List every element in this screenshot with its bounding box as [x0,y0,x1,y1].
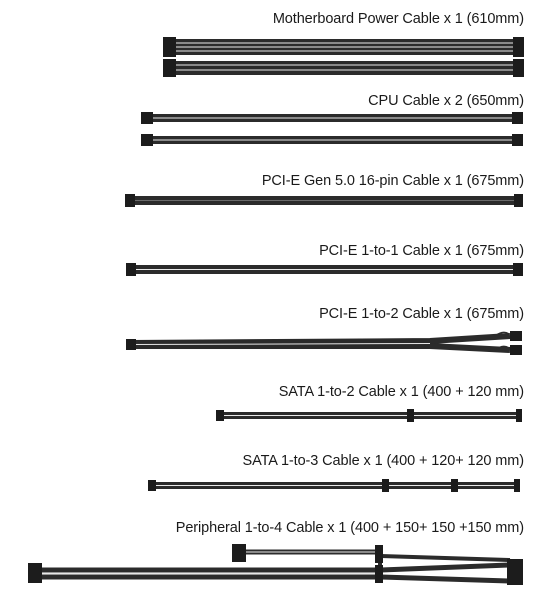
connector-icon [126,339,136,350]
sata-1to3-cable-label: SATA 1-to-3 Cable x 1 (400 + 120+ 120 mm) [242,453,524,469]
sata-1to2-cable [216,409,522,422]
connector-icon [163,59,176,77]
connector-icon [451,479,458,492]
molex-connector-icon [232,544,246,562]
connector-icon [125,194,135,207]
connector-icon [141,134,153,146]
pcie-gen5-cable [125,194,523,207]
peripheral-1to4-cable [28,544,523,585]
pcie-1to2-cable [126,331,522,355]
pcie-gen5-cable-label: PCI-E Gen 5.0 16-pin Cable x 1 (675mm) [261,173,524,189]
connector-icon [216,410,224,421]
pcie-1to2-cable-label: PCI-E 1-to-2 Cable x 1 (675mm) [319,306,524,322]
molex-connector-icon [375,565,383,583]
cpu-cable [141,112,523,146]
molex-connector-icon [28,563,42,583]
connector-icon [126,263,136,276]
connector-icon [513,263,523,276]
connector-icon [512,134,523,146]
motherboard-power-cable-label: Motherboard Power Cable x 1 (610mm) [272,11,524,27]
peripheral-1to4-cable-label: Peripheral 1-to-4 Cable x 1 (400 + 150+ 150 +150 mm) [175,520,524,536]
molex-connector-icon [375,545,383,563]
connector-icon [512,112,523,124]
pcie-1to1-cable [126,263,523,276]
connector-icon [514,194,523,207]
connector-icon [382,479,389,492]
sata-1to2-cable-label: SATA 1-to-2 Cable x 1 (400 + 120 mm) [278,384,524,400]
connector-icon [510,345,522,355]
motherboard-power-cable [163,37,524,77]
connector-icon [141,112,153,124]
pcie-1to1-cable-label: PCI-E 1-to-1 Cable x 1 (675mm) [319,243,524,259]
connector-icon [514,479,520,492]
connector-icon [516,409,522,422]
connector-icon [407,409,414,422]
molex-connector-icon [507,559,523,585]
connector-icon [513,59,524,77]
sata-1to3-cable [148,479,520,492]
connector-icon [148,480,156,491]
cpu-cable-label: CPU Cable x 2 (650mm) [368,93,524,109]
connector-icon [510,331,522,341]
connector-icon [163,37,176,57]
connector-icon [513,37,524,57]
